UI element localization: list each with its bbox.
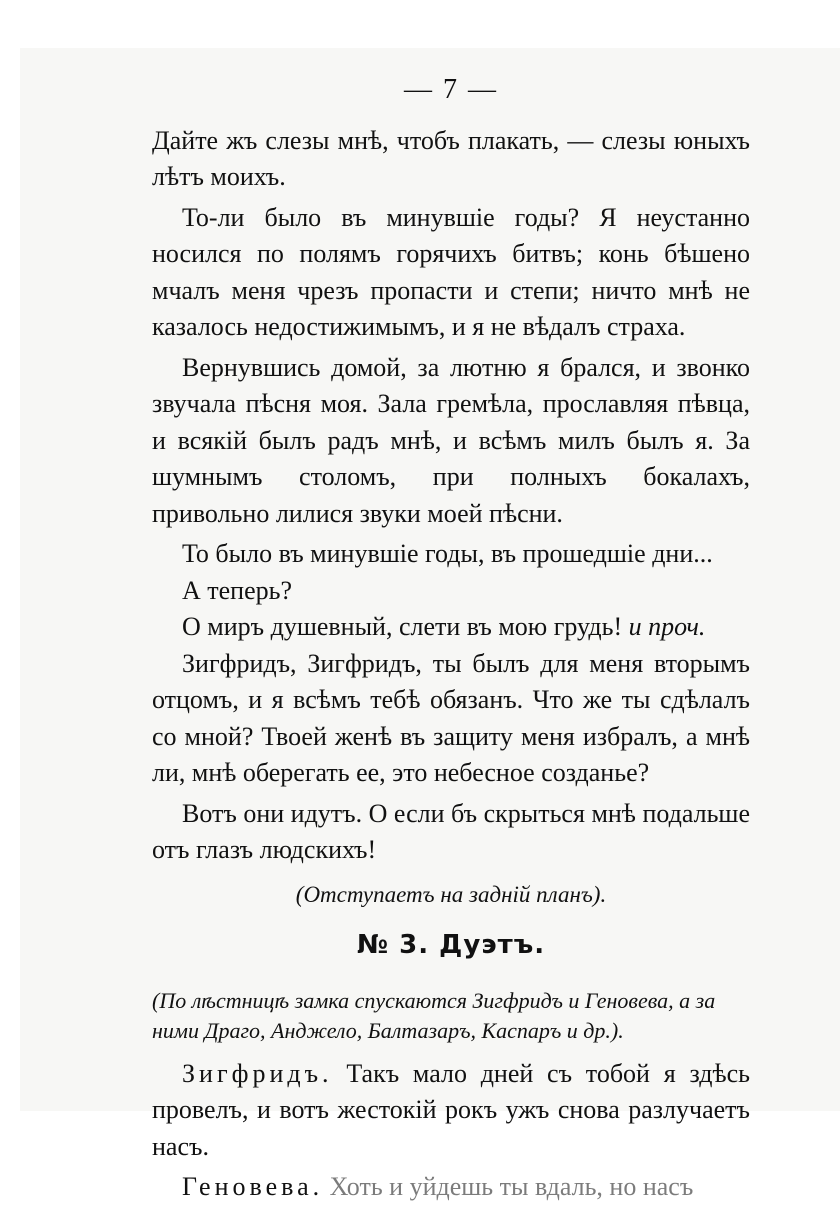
speaker-name: Зигфридъ. [182, 1058, 333, 1088]
paragraph: Зигфридъ, Зигфридъ, ты былъ для меня вторымъ отцомъ, и я всѣмъ тебѣ обязанъ. Что же ты сдѣлалъ со мной? Твоей женѣ въ защиту меня избралъ, а мнѣ ли, мнѣ оберегать ее, это небесное созданье? [152, 648, 750, 787]
paragraph: Вотъ они идутъ. О если бъ скрыться мнѣ подальше отъ глазъ людскихъ! [152, 798, 750, 864]
paragraph: А теперь? [182, 575, 293, 605]
stage-direction: (Отступаетъ на заднiй планъ). [295, 881, 607, 907]
paragraph-main-text: О миръ душевный, слети въ мою грудь! [182, 612, 623, 641]
dialogue-text: Такъ мало дней съ тобой я здѣсь провелъ, и вотъ жестокій рокъ ужъ снова разлучаетъ насъ. [152, 1058, 750, 1161]
scan-margin-top [0, 0, 840, 48]
paragraph: Вернувшись домой, за лютню я брался, и звонко звучала пѣсня моя. Зала гремѣла, прославляя пѣвца, и всякій былъ радъ мнѣ, и всѣмъ милъ былъ я. За шумнымъ столомъ, при полныхъ бокалахъ, привольно лилися звуки моей пѣсни. [152, 352, 750, 528]
dialogue-line [152, 1056, 750, 1166]
dialogue-text: Хоть и уйдешь ты вдаль, но насъ [329, 1172, 694, 1201]
scan-margin-left [0, 0, 20, 1191]
paragraph: Дайте жъ слезы мнѣ, чтобъ плакать, — слезы юныхъ лѣтъ моихъ. [152, 125, 750, 191]
stage-direction-block: (По лѣстницѣ замка спускаются Зигфридъ и Геновева, а за ними Драго, Анджело, Балтазаръ, Каспаръ и др.). [152, 987, 716, 1043]
dialogue-line [152, 1169, 750, 1206]
paragraph [152, 609, 750, 646]
page-number: — 7 — [404, 74, 498, 105]
page-content [152, 72, 750, 1206]
paragraph: То-ли было въ минувшіе годы? Я неустанно носился по полямъ горячихъ битвъ; конь бѣшено мчалъ меня чрезъ пропасти и степи; ничто мнѣ не казалось недостижимымъ, и я не вѣдалъ страха. [152, 202, 750, 341]
paragraph-italic-tail: и проч. [628, 612, 706, 641]
section-heading: № 3. Дуэтъ. [356, 930, 546, 960]
speaker-name: Геновева. [182, 1172, 324, 1201]
paragraph: То было въ минувшіе годы, въ прошедшіе дни... [182, 539, 713, 568]
